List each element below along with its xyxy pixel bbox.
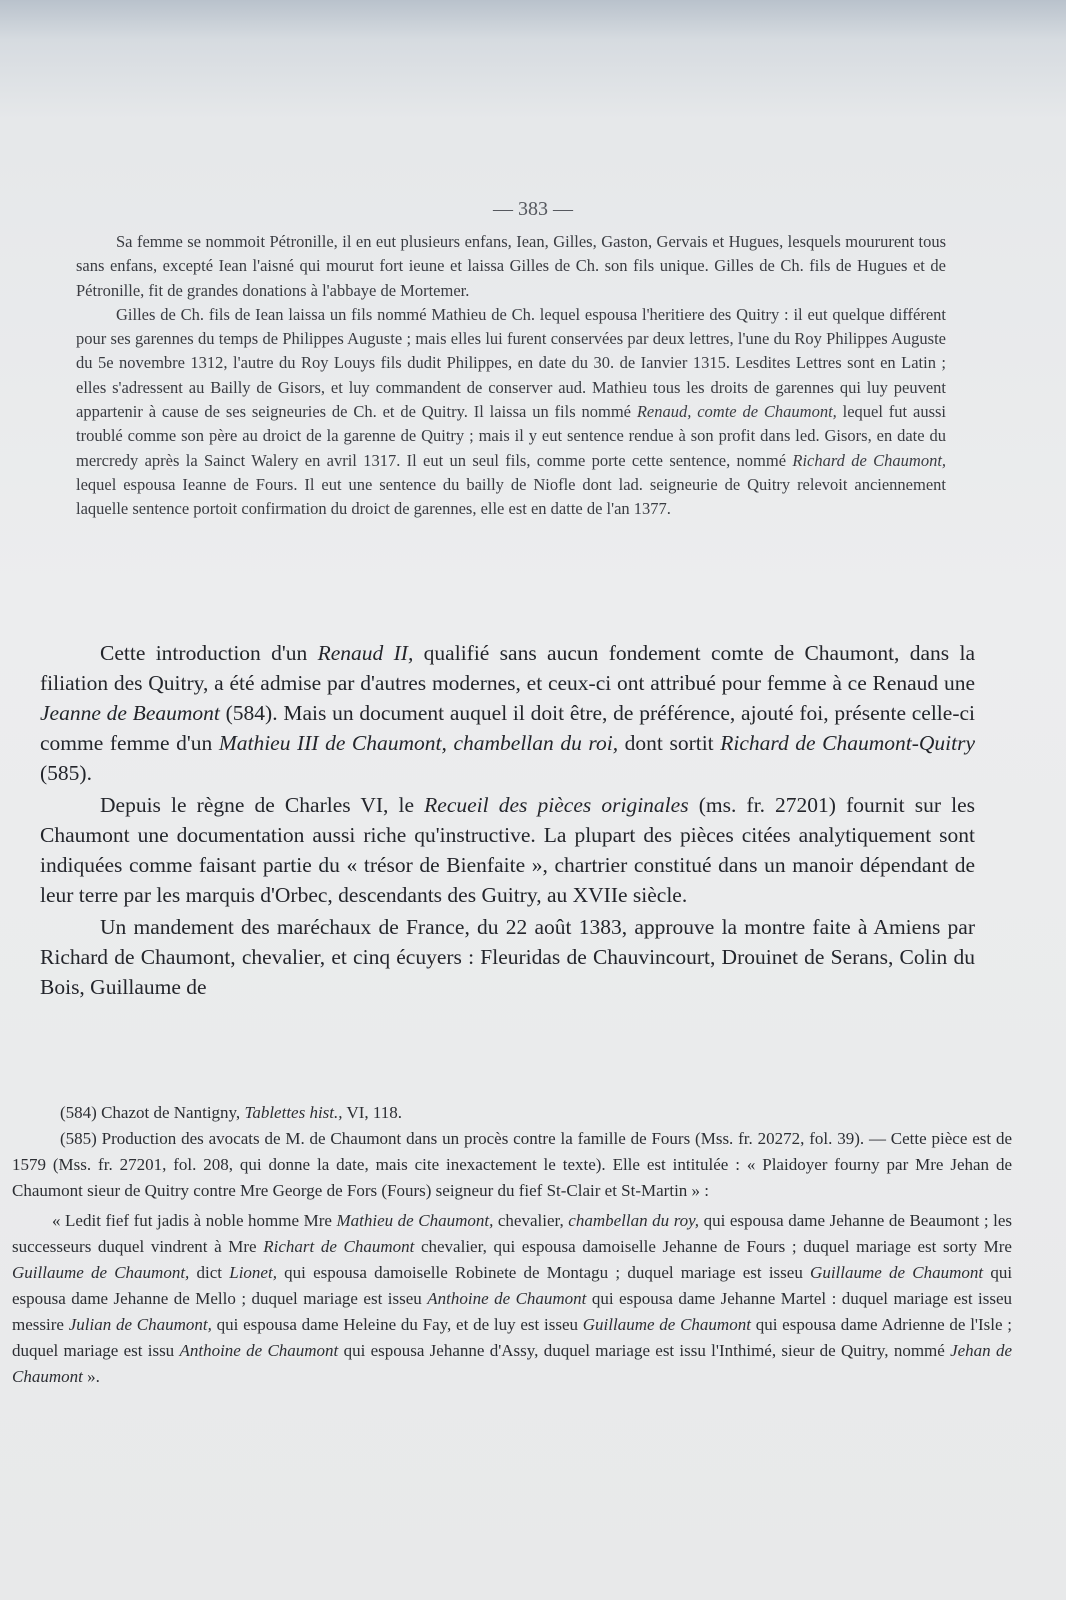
text-run: (584). Mais un document auquel il doit être, de préférence, ajouté foi, présente celle-ci comme femme d'un (40, 701, 975, 755)
text-run: chevalier, qui espousa damoiselle Jehanne de Fours ; duquel mariage est sorty Mre (420, 1237, 1012, 1256)
footnote-585: (585) Production des avocats de M. de Chaumont dans un procès contre la famille de Fours (Mss. fr. 20272, fol. 39). — Cette pièce est de 1579 (Mss. fr. 27201, fol. 208, qui donne la date, mais cite inexactement le texte). Elle est intitulée : « Plaidoyer fourny par Mre Jehan de Chaumont sieur de Quitry contre Mre George de Fors (Fours) seigneur du fief St-Clair et St-Martin » : (12, 1129, 1012, 1200)
italic-name: Richard de Chaumont, (792, 450, 947, 470)
italic-name: Anthoine de Chaumont (427, 1289, 587, 1308)
text-run: (584) Chazot de Nantigny, (60, 1103, 241, 1122)
text-run: qui espousa dame Adrienne de l'Isle ; duquel mariage est issu (12, 1315, 1013, 1360)
italic-name: Guillaume de Chaumont, (12, 1263, 190, 1282)
italic-name: Guillaume de Chaumont (810, 1263, 984, 1282)
text-run: « Ledit fief fut jadis à noble homme Mre (52, 1211, 332, 1230)
italic-name: Guillaume de Chaumont (582, 1315, 751, 1334)
text-run: dict (196, 1263, 223, 1282)
footnote-584 (12, 1100, 1012, 1126)
text-run: qui espousa Jehanne d'Assy, duquel mariage est issu l'Inthimé, sieur de Quitry, nommé (343, 1341, 945, 1360)
italic-name: Richard de Chaumont-Quitry (720, 731, 976, 755)
italic-name: Mathieu de Chaumont, (336, 1211, 494, 1230)
italic-title: Recueil des pièces originales (424, 793, 689, 817)
italic-name: Mathieu III de Chaumont, chambellan du roi, (218, 731, 619, 755)
text-run: (585). (40, 761, 92, 785)
text-run: qui espousa dame Jehanne de Beaumont ; les successeurs duquel vindrent à Mre (12, 1211, 1013, 1256)
text-run: qui espousa damoiselle Robinete de Montagu ; duquel mariage est isseu (284, 1263, 803, 1282)
body-paragraph-3: Un mandement des maréchaux de France, du 22 août 1383, approuve la montre faite à Amiens par Richard de Chaumont, chevalier, et cinq écuyers : Fleuridas de Chauvincourt, Drouinet de Serans, Colin du Bois, Guillaume de (40, 915, 975, 999)
text-run: Depuis le règne de Charles VI, le (100, 793, 415, 817)
main-text (40, 638, 975, 1004)
italic-name: Renaud, comte de Chaumont, (636, 402, 837, 422)
footnote-quotation (12, 1208, 1012, 1390)
italic-name: Jeanne de Beaumont (40, 701, 220, 725)
text-run: Gilles de Ch. fils de Iean laissa un fils nommé Mathieu de Ch. lequel espousa l'heritiere des Quitry : il eut quelque différent pour ses garennes du temps de Philippes Auguste ; mais elles lui furent conservées par deux lettres, l'une du Roy Philippes Auguste du 5e novembre 1312, l'autre du Roy Louys fils dudit Philippes, en date du 30. de Ianvier 1315. Lesdites Lettres sont en Latin ; elles s'adressent au Bailly de Gisors, et luy commandent de conserver aud. Mathieu tous les droits de garennes qui luy peuvent appartenir à cause de ses seigneuries de Ch. et de Quitry. Il laissa un fils nommé (76, 304, 946, 422)
italic-name: Julian de Chaumont, (68, 1315, 212, 1334)
text-run: (ms. fr. 27201) fournit sur les Chaumont une documentation aussi riche qu'instructive. La plupart des pièces citées analytiquement sont indiquées comme faisant partie du « trésor de Bienfaite », chartrier constitué dans un manoir dépendant de leur terre par les marquis d'Orbec, descendants des Guitry, au XVIIe siècle. (40, 793, 975, 907)
body-paragraph-2 (40, 790, 975, 910)
italic-name: Lionet, (229, 1263, 277, 1282)
quote-paragraph-1: Sa femme se nommoit Pétronille, il en eut plusieurs enfans, Iean, Gilles, Gaston, Gervais et Hugues, lesquels moururent tous sans enfans, excepté Iean l'aisné qui mourut fort ieune et laissa Gilles de Ch. son fils unique. Gilles de Ch. fils de Hugues et de Pétronille, fit de grandes donations à l'abbaye de Mortemer. (76, 232, 946, 300)
italic-name: Richart de Chaumont (263, 1237, 415, 1256)
italic-name: chambellan du roy, (568, 1211, 700, 1230)
text-run: qualifié sans aucun fondement comte de Chaumont, dans la filiation des Quitry, a été admise par d'autres modernes, et ceux-ci ont attribué pour femme à ce Renaud une (40, 641, 976, 695)
text-run: lequel fut aussi troublé comme son père au droict de la garenne de Quitry ; mais il y eut sentence rendue à son profit dans led. Gisors, en date du mercredy après la Sainct Walery en avril 1317. Il eut un seul fils, comme porte cette sentence, nommé (76, 402, 946, 470)
text-run: qui espousa dame Heleine du Fay, et de luy est isseu (216, 1315, 578, 1334)
text-run: dont sortit (624, 731, 714, 755)
text-run: qui espousa dame Jehanne Martel : duquel mariage est isseu messire (12, 1289, 1013, 1334)
text-run: ». (87, 1367, 100, 1386)
italic-title: Tablettes hist., (244, 1103, 343, 1122)
text-run: qui espousa dame Jehanne de Mello ; duquel mariage est isseu (12, 1263, 1013, 1308)
italic-name: Renaud II, (317, 641, 414, 665)
text-run: chevalier, (497, 1211, 564, 1230)
text-run: lequel espousa Ieanne de Fours. Il eut une sentence du bailly de Niofle dont lad. seigneurie de Quitry relevoit anciennement laquelle sentence portoit confirmation du droict de garennes, elle est en datte de l'an 1377. (76, 474, 946, 519)
footnotes (12, 1100, 1012, 1390)
body-paragraph-1 (40, 638, 975, 788)
italic-name: Anthoine de Chaumont (179, 1341, 339, 1360)
italic-name: Jehan de Chaumont (12, 1341, 1013, 1386)
quoted-passage (76, 230, 946, 522)
text-run: VI, 118. (346, 1103, 403, 1122)
text-run: Cette introduction d'un (100, 641, 308, 665)
quote-paragraph-2 (76, 303, 946, 522)
page-number: — 383 — (493, 198, 573, 220)
